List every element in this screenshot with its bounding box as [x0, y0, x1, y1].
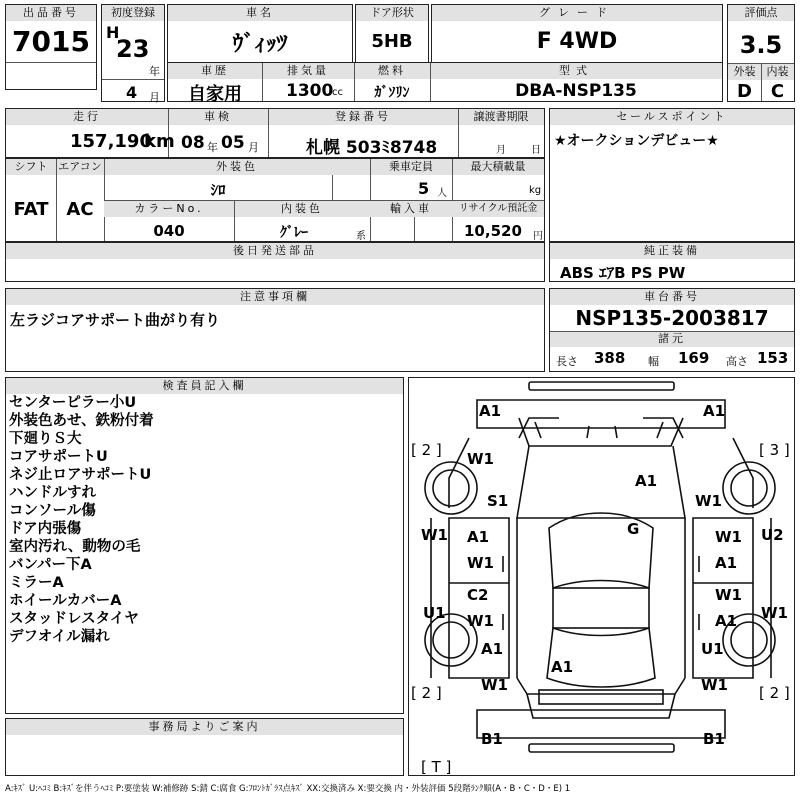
first-reg-header: 初度登録 [102, 5, 164, 21]
diagram-label-roof: G [627, 520, 640, 538]
length-label: 長さ [556, 355, 578, 368]
inspector-note: コンソール傷 [9, 503, 96, 519]
height: 153 [757, 349, 789, 367]
genuine-header: 純正装備 [550, 243, 794, 259]
chassis-box [549, 288, 795, 372]
fuel-header: 燃料 [354, 63, 430, 79]
office-header: 事務局よりご案内 [6, 719, 403, 735]
ext-color: ｼﾛ [210, 181, 226, 199]
max-load-header: 最大積載量 [452, 159, 544, 175]
recycle-header: リサイクル預託金 [452, 201, 544, 217]
lot-header: 出品番号 [6, 5, 96, 21]
diagram-label-rear-right-bumper: B1 [703, 730, 725, 748]
grade-box [431, 4, 723, 64]
width-label: 幅 [648, 355, 659, 368]
capacity-header: 乗車定員 [370, 159, 452, 175]
recycle: 10,520 [464, 222, 522, 240]
diagram-label-qtr-rr-w: W1 [701, 676, 728, 694]
model-code: DBA-NSP135 [515, 81, 637, 101]
displacement: 1300 [286, 81, 334, 101]
office-box [5, 718, 404, 776]
interior-score: C [770, 81, 785, 102]
chassis-number: NSP135-2003817 [575, 306, 769, 330]
inspector-note: ハンドルすれ [9, 485, 96, 501]
mileage-unit: km [144, 131, 175, 152]
genuine-box [549, 242, 795, 282]
shift: FAT [13, 199, 49, 220]
inspector-note: バンパー下A [9, 557, 92, 573]
diagram-label-fender-fr: W1 [695, 492, 722, 510]
diagram-label-sill-l: U1 [423, 604, 446, 622]
diagram-label-trunk: A1 [551, 658, 574, 676]
aircon: AC [66, 199, 94, 220]
transfer-month-unit: 月 [496, 145, 506, 156]
inspector-header: 検査員記入欄 [6, 378, 403, 394]
inspection-year-unit: 年 [207, 141, 218, 154]
inspector-box [5, 377, 404, 714]
width: 169 [678, 349, 710, 367]
history-header: 車歴 [168, 63, 262, 79]
transfer-header: 譲渡書期限 [458, 109, 544, 125]
inspector-note: ホイールカバーA [9, 593, 122, 609]
inspector-note: ネジ止ロアサポートU [9, 467, 152, 483]
diagram-label-pillar-l: S1 [487, 492, 509, 510]
first-reg-year-unit: 年 [149, 65, 160, 78]
first-reg-month-unit: 月 [149, 91, 160, 104]
inspector-note: ドア内張傷 [9, 521, 82, 537]
inspection-header: 車検 [168, 109, 268, 125]
int-color-unit: 系 [356, 231, 366, 242]
diagram-label-tail: [ T ] [421, 758, 452, 774]
first-reg-year: 23 [116, 35, 150, 63]
history: 自家用 [188, 84, 242, 105]
inspection-month: 05 [221, 133, 245, 153]
mileage: 157,190 [70, 131, 152, 152]
recycle-unit: 円 [533, 231, 543, 242]
door-header: ドア形状 [356, 5, 428, 21]
diagram-label-front-right-bumper: A1 [703, 402, 726, 420]
exterior-header: 外装 [728, 64, 761, 80]
import-header: 輸入車 [370, 201, 452, 217]
diagram-label-door-fl-w: W1 [467, 554, 494, 572]
diagram-label-qtr-rl: A1 [481, 640, 504, 658]
car-name-header: 車名 [168, 5, 352, 21]
diagram-label-door-rl-c: C2 [467, 586, 489, 604]
car-name-box [167, 4, 353, 64]
spec-row [5, 158, 545, 242]
notes-box [5, 288, 545, 372]
diagram-label-side-r: U2 [761, 526, 784, 544]
diagram-label-tire-fl: [ 2 ] [411, 441, 442, 459]
displacement-header: 排気量 [262, 63, 354, 79]
score: 3.5 [739, 31, 783, 59]
lot-box [5, 4, 97, 90]
diagram-label-side-l: W1 [421, 526, 448, 544]
notes: 左ラジコアサポート曲がり有り [10, 311, 221, 329]
selling-point-header: セールスポイント [550, 109, 794, 125]
inspector-note: スタッドレスタイヤ [9, 611, 139, 627]
grade: F 4WD [536, 29, 618, 54]
ext-color-header: 外装色 [104, 159, 370, 175]
fuel: ｶﾞｿﾘﾝ [374, 85, 410, 101]
lot-number: 7015 [12, 25, 90, 58]
color-no-header: カラーNo. [104, 201, 234, 217]
diagram-label-door-fr-a: A1 [715, 554, 738, 572]
first-reg-box [101, 4, 165, 102]
selling-point: ★オークションデビュー★ [554, 133, 719, 149]
inspector-note: ミラーA [9, 575, 64, 591]
damage-diagram [408, 377, 795, 776]
car-name: ｳﾞｨｯﾂ [232, 32, 288, 57]
inspection-year: 08 [181, 133, 205, 153]
inspector-note: 室内汚れ、動物の毛 [9, 539, 141, 555]
diagram-label-hood: A1 [635, 472, 658, 490]
diagram-label-door-fl-a: A1 [467, 528, 490, 546]
door-type: 5HB [371, 31, 413, 52]
diagram-label-door-fr-w: W1 [715, 528, 742, 546]
inspector-note: センターピラー小U [9, 395, 137, 411]
genuine-equipment: ABS ｴｱB PS PW [560, 264, 686, 282]
capacity-unit: 人 [437, 188, 447, 199]
legend: A:ｷｽﾞ U:ﾍｺﾐ B:ｷｽﾞを伴うﾍｺﾐ P:要塗装 W:補修跡 S:錆 C:腐食 G:ﾌﾛﾝﾄｶﾞﾗｽ点ｷｽﾞ XX:交換済み X:要交換 内・外装評価 5段階ﾗﾝｸ順(A・B・C・D・E) 1 [5, 784, 571, 794]
later-parts-header: 後日発送部品 [6, 243, 544, 259]
inspector-note: デフオイル漏れ [9, 629, 110, 645]
inspector-notes [9, 394, 154, 646]
diagram-label-tire-fr: [ 3 ] [759, 441, 790, 459]
door-box [355, 4, 429, 64]
diagram-label-door-rl-w: W1 [467, 612, 494, 630]
first-reg-era: H [106, 23, 120, 42]
later-parts-box [5, 242, 545, 282]
transfer-day-unit: 日 [531, 145, 541, 156]
int-color-header: 内装色 [234, 201, 370, 217]
diagram-label-rear-left-bumper: B1 [481, 730, 503, 748]
plate-header: 登録番号 [268, 109, 458, 125]
aircon-header: エアコン [56, 159, 104, 175]
diagram-label-qtr-rr: U1 [701, 640, 724, 658]
diagram-label-sill-r: W1 [761, 604, 788, 622]
inspector-note: コアサポートU [9, 449, 108, 465]
diagram-label-qtr-rl-w: W1 [481, 676, 508, 694]
shift-header: シフト [6, 159, 56, 175]
height-label: 高さ [726, 355, 748, 368]
color-no: 040 [153, 222, 185, 240]
plate-number: 札幌 503ﾐ8748 [306, 138, 438, 158]
details-row [167, 62, 723, 105]
diagram-label-tire-rr: [ 2 ] [759, 684, 790, 702]
first-reg-month: 4 [126, 83, 138, 102]
capacity: 5 [418, 179, 430, 198]
mileage-row [5, 108, 545, 158]
model-code-header: 型式 [430, 63, 722, 79]
inspector-note: 外装色あせ、鉄粉付着 [9, 413, 154, 429]
grade-header: グレード [432, 5, 722, 21]
displacement-unit: cc [332, 87, 343, 98]
selling-point-box [549, 108, 795, 242]
inspector-note: 下廻りＳ大 [9, 431, 82, 447]
specs-header: 諸元 [550, 331, 794, 347]
max-load-unit: kg [529, 185, 542, 196]
mileage-header: 走行 [6, 109, 168, 125]
diagram-label-door-rr-w: W1 [715, 586, 742, 604]
int-color: ｸﾞﾚｰ [280, 225, 308, 241]
exterior-score: D [737, 81, 752, 102]
chassis-header: 車台番号 [550, 289, 794, 305]
score-box [727, 4, 795, 102]
diagram-label-fender-fl: W1 [467, 450, 494, 468]
score-header: 評価点 [728, 5, 794, 21]
diagram-label-door-rr-a: A1 [715, 612, 738, 630]
inspection-month-unit: 月 [248, 141, 259, 154]
diagram-label-tire-rl: [ 2 ] [411, 684, 442, 702]
diagram-label-front-left-bumper: A1 [479, 402, 502, 420]
interior-header: 内装 [761, 64, 794, 80]
notes-header: 注意事項欄 [6, 289, 544, 305]
length: 388 [594, 349, 626, 367]
